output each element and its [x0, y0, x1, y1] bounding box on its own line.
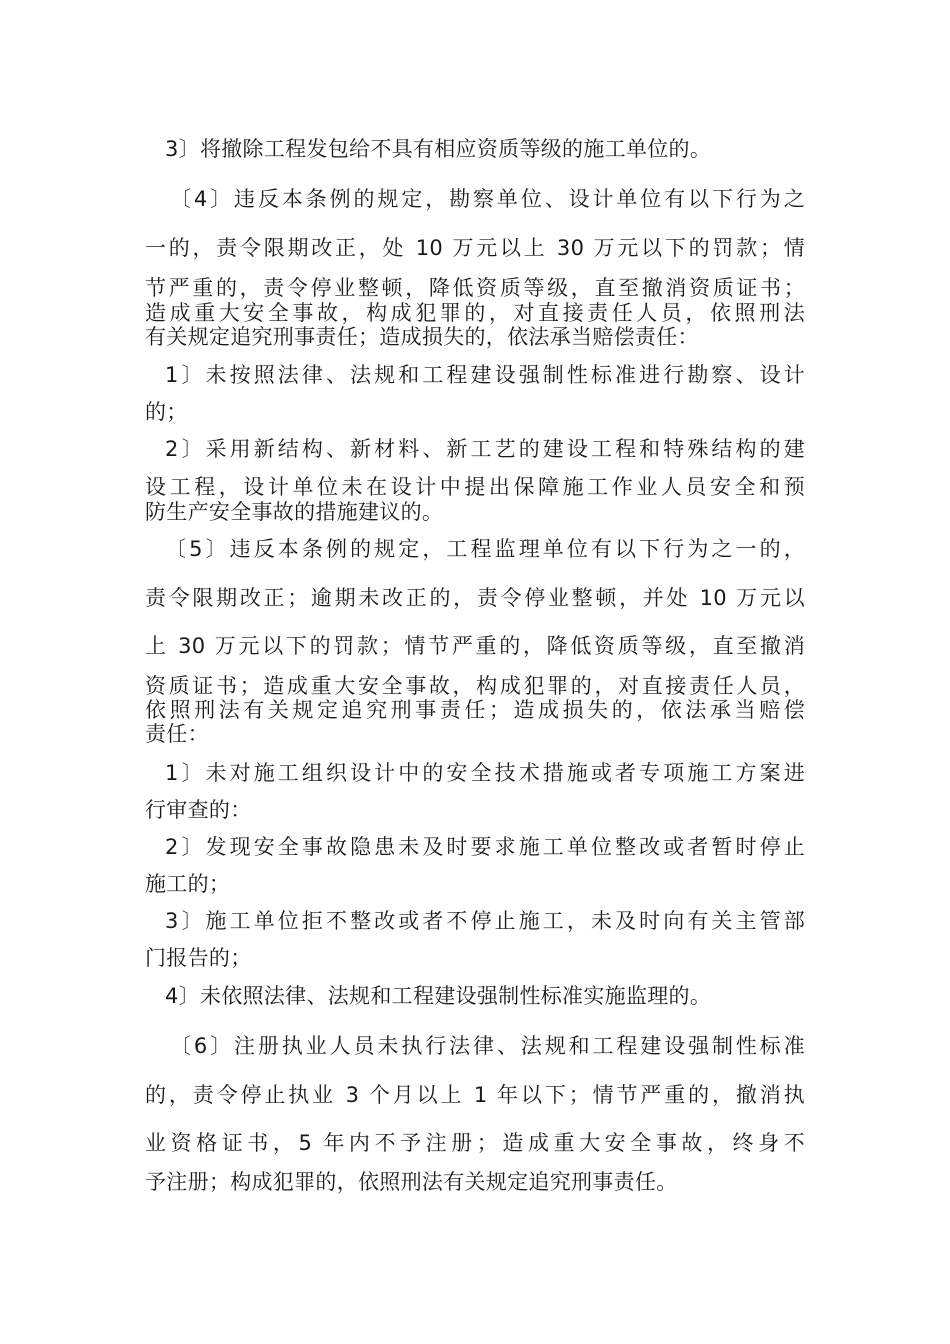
- text-line: 有关规定追究刑事责任；造成损失的，依法承当赔偿责任：: [145, 325, 699, 349]
- text-line: 节严重的，责令停业整顿，降低资质等级，直至撤消资质证书；: [145, 276, 805, 300]
- text-line: 2〕采用新结构、新材料、新工艺的建设工程和特殊结构的建: [165, 437, 805, 461]
- text-line: 上 30 万元以下的罚款；情节严重的，降低资质等级，直至撤消: [145, 634, 805, 658]
- text-line: 的，责令停止执业 3 个月以上 1 年以下；情节严重的，撤消执: [145, 1083, 805, 1107]
- paragraph-4-heading-line: 〔4〕违反本条例的规定，勘察单位、设计单位有以下行为之: [170, 187, 805, 211]
- text-line: 依照刑法有关规定追究刑事责任；造成损失的，依法承当赔偿: [145, 698, 805, 722]
- text-line: 1〕未对施工组织设计中的安全技术措施或者专项施工方案进: [165, 761, 805, 785]
- text-line: 的；: [145, 400, 188, 424]
- text-line: 责任：: [145, 722, 209, 746]
- text-line: 1〕未按照法律、法规和工程建设强制性标准进行勘察、设计: [165, 363, 805, 387]
- text-line: 3〕将撤除工程发包给不具有相应资质等级的施工单位的。: [165, 137, 712, 161]
- text-line: 2〕发现安全事故隐患未及时要求施工单位整改或者暂时停止: [165, 835, 805, 859]
- text-line: 造成重大安全事故，构成犯罪的，对直接责任人员，依照刑法: [145, 301, 805, 325]
- text-line: 门报告的；: [145, 946, 252, 970]
- text-line: 资质证书；造成重大安全事故，构成犯罪的，对直接责任人员，: [145, 674, 805, 698]
- text-line: 施工的；: [145, 872, 231, 896]
- text-line: 行审查的：: [145, 798, 252, 822]
- paragraph-5-heading-line: 〔5〕违反本条例的规定，工程监理单位有以下行为之一的，: [165, 537, 805, 561]
- text-line: 责令限期改正；逾期未改正的，责令停业整顿，并处 10 万元以: [145, 586, 805, 610]
- text-line: 予注册；构成犯罪的，依照刑法有关规定追究刑事责任。: [145, 1170, 678, 1194]
- paragraph-6-heading-line: 〔6〕注册执业人员未执行法律、法规和工程建设强制性标准: [170, 1034, 805, 1058]
- text-line: 业资格证书，5 年内不予注册；造成重大安全事故，终身不: [145, 1131, 805, 1155]
- text-line: 3〕施工单位拒不整改或者不停止施工，未及时向有关主管部: [165, 909, 805, 933]
- text-line: 防生产安全事故的措施建议的。: [145, 500, 444, 524]
- text-line: 4〕未依照法律、法规和工程建设强制性标准实施监理的。: [165, 984, 712, 1008]
- text-line: 设工程，设计单位未在设计中提出保障施工作业人员安全和预: [145, 475, 805, 499]
- text-line: 一的，责令限期改正，处 10 万元以上 30 万元以下的罚款；情: [145, 236, 805, 260]
